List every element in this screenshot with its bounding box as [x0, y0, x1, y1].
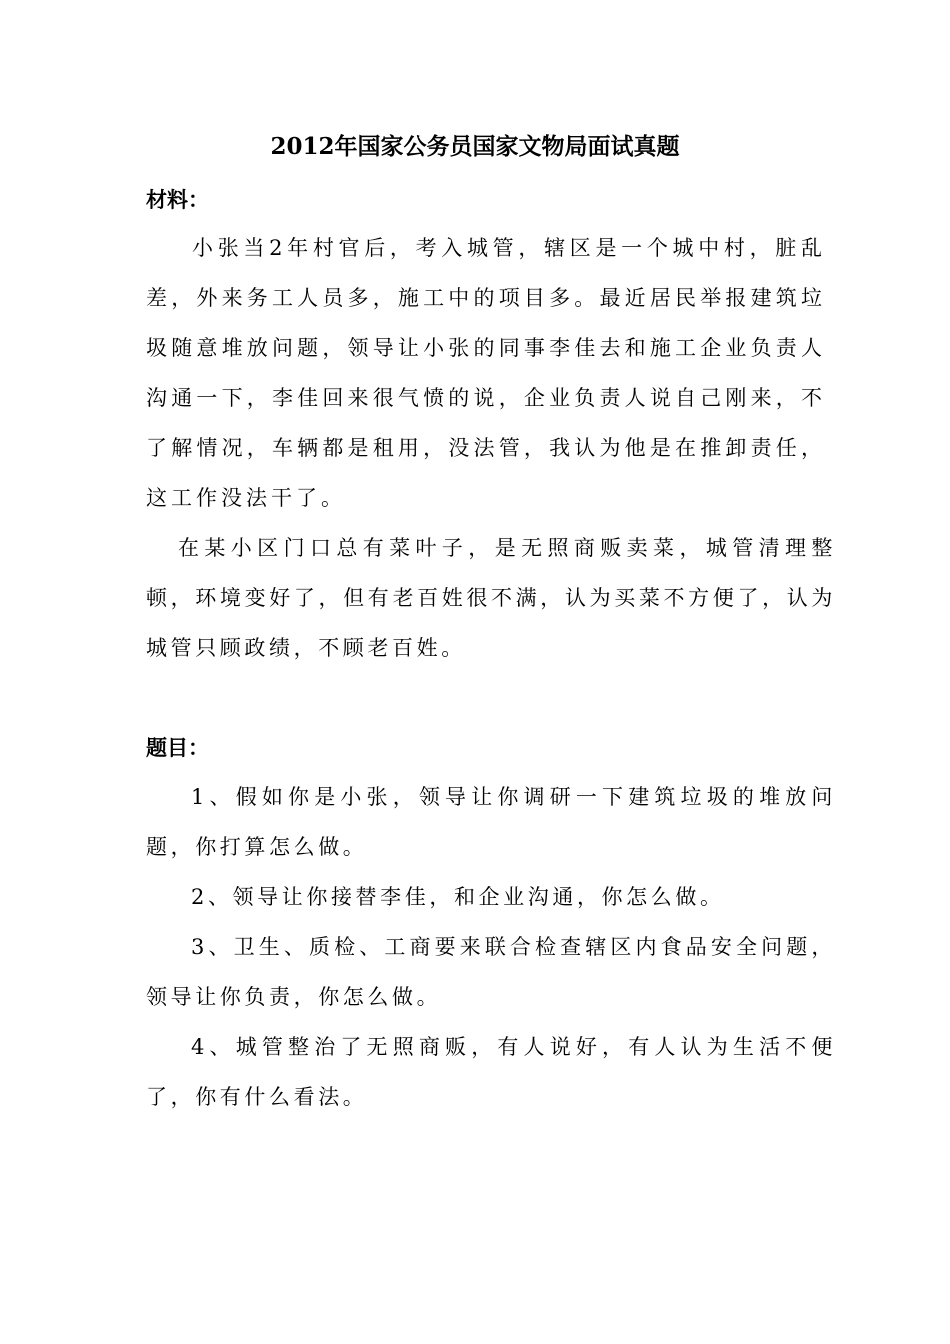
questions-heading: 题目：	[146, 735, 209, 760]
question-1: 1、假如你是小张，领导让你调研一下建筑垃圾的堆放问题，你打算怎么做。	[146, 785, 836, 859]
materials-paragraph-2: 在某小区门口总有菜叶子，是无照商贩卖菜，城管清理整顿，环境变好了，但有老百姓很不满，认为买菜不方便了，认为城管只顾政绩，不顾老百姓。	[146, 536, 836, 660]
question-3: 3、卫生、质检、工商要来联合检查辖区内食品安全问题，领导让你负责，你怎么做。	[146, 935, 836, 1009]
document-title: 2012年国家公务员国家文物局面试真题	[270, 133, 680, 160]
materials-heading: 材料：	[146, 187, 209, 212]
materials-paragraph-1: 小张当2年村官后，考入城管，辖区是一个城中村，脏乱差，外来务工人员多，施工中的项目多。最近居民举报建筑垃圾随意堆放问题，领导让小张的同事李佳去和施工企业负责人沟通一下，李佳回来很气愤的说，企业负责人说自己刚来，不了解情况，车辆都是租用，没法管，我认为他是在推卸责任，这工作没法干了。	[146, 236, 826, 510]
question-4: 4、城管整治了无照商贩，有人说好，有人认为生活不便了，你有什么看法。	[146, 1035, 836, 1109]
question-2: 2、领导让你接替李佳，和企业沟通，你怎么做。	[191, 885, 725, 909]
